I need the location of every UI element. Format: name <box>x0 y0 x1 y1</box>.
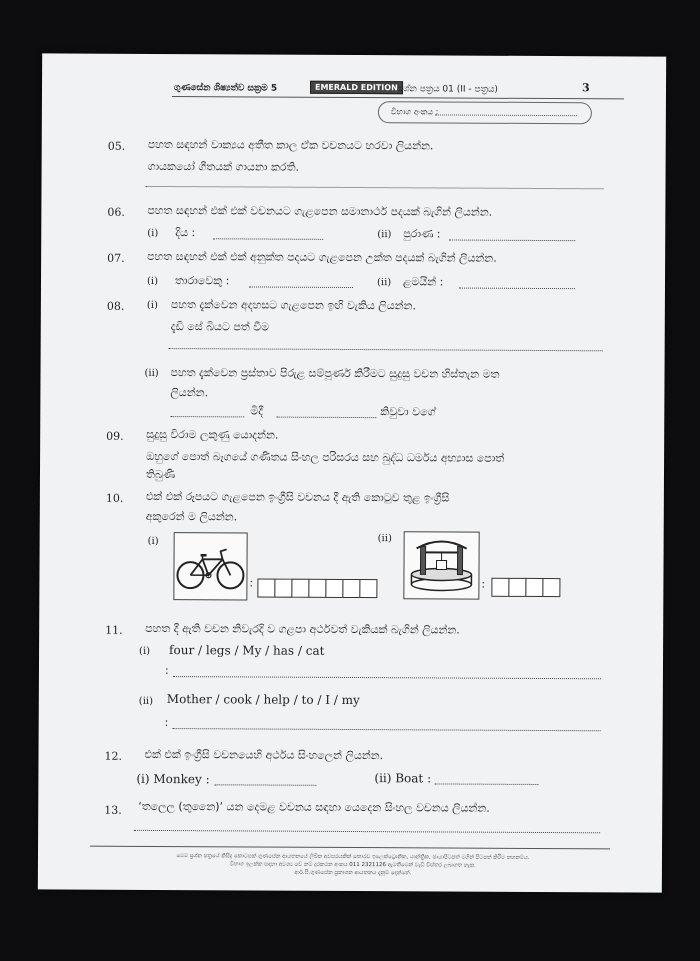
q09-number: 09. <box>106 429 124 443</box>
q11-i-label: (i) <box>139 645 151 657</box>
q10-ii-label: (ii) <box>377 533 392 545</box>
q06-i-label: (i) <box>147 227 159 239</box>
letter-box[interactable] <box>325 579 343 598</box>
q10-i-label: (i) <box>147 535 159 547</box>
index-label: විභාග අංකය : <box>390 107 439 117</box>
q07-i-answer[interactable] <box>249 286 353 288</box>
footer-line-3: ආර්.සී.ගුණසේන ප්‍රකාශන ආයතනය දැනුම් දෙන්නේ. <box>294 869 412 877</box>
q11-text: පහත දී ඇති වචන නිවැරදි ව ගළපා අර්ථවත් වැකියක් බැගින් ලියන්න. <box>145 621 460 637</box>
q13-number: 13. <box>104 803 122 817</box>
q07-ii-label: (ii) <box>376 277 392 289</box>
letter-box[interactable] <box>308 579 326 598</box>
q07-ii-answer[interactable] <box>459 288 575 290</box>
q10-ii-colon: : <box>481 577 486 591</box>
q11-ii-answer[interactable] <box>173 728 601 731</box>
q12-text: එක් එක් ඉංග්‍රීසි වචනයෙහි අර්ථය සිංහලෙන් ලියන්න. <box>144 747 384 763</box>
q06-ii-label: (ii) <box>377 229 392 241</box>
letter-box[interactable] <box>257 579 275 598</box>
q06-text: පහත සඳහන් එක් එක් වචනයට ගැළපෙන සමානාර්ථ පදයක් බැගින් ලියන්න. <box>147 203 493 219</box>
bicycle-icon <box>174 533 246 599</box>
q08-ii-text-cont: ලියන්න. <box>170 386 209 400</box>
q10-text: එක් එක් රූපයට ගැළපෙන ඉංග්‍රීසි වචනය දී ඇති කොටුව තුළ ඉංග්‍රීසි <box>145 489 450 505</box>
footer-line-1: මෙම ප්‍රශ්න පත්‍රයේ කිසිදු කොටසක් ගුණසේන ආයතනයේ ලිඛිත අවසරයකින් තොරව ඉලෙක්ට්‍රොනික, යාන්ත්‍රික, ඡායාපිටපත් මගින් පිටපත් කිරීම තහනම්ය. <box>176 853 530 861</box>
q06-number: 06. <box>107 205 125 219</box>
index-dotline[interactable] <box>435 114 577 116</box>
q08-ii-text: පහත දැක්වෙන ප්‍රස්තාව පිරුළ සම්පූර්ණ කිරීමට සුදුසු වචන හිස්තැන මත <box>170 366 500 381</box>
q12-i-answer[interactable] <box>214 784 316 786</box>
q11-i-answer[interactable] <box>173 676 601 679</box>
school-name: ගුණසේන ශිෂ්‍යත්ව සක්‍රම 5 <box>173 83 278 94</box>
index-number-box[interactable] <box>378 101 592 124</box>
letter-box[interactable] <box>508 578 526 597</box>
page-number: 3 <box>581 81 590 95</box>
q12-ii-answer[interactable] <box>434 783 538 785</box>
q07-number: 07. <box>107 251 125 265</box>
q09-sentence: ඔහුගේ පොත් බෑගයේ ගණිතය සිංහල පරිසරය සහ බුද්ධ ධර්මය අභ්‍යාස පොත් <box>146 449 505 465</box>
q06-i-word: දිය : <box>175 226 196 240</box>
well-picture <box>403 531 479 599</box>
q12-number: 12. <box>104 749 123 763</box>
letter-box[interactable] <box>542 578 560 597</box>
letter-box[interactable] <box>342 579 360 598</box>
q05-answer-line[interactable] <box>145 186 603 189</box>
q08-ii-blank-2[interactable] <box>276 417 376 419</box>
q07-text: පහත සඳහන් එක් එක් අනුක්ත පදයට ගැළපෙන උක්ත පදයක් බැගින් ලියන්න. <box>147 249 497 265</box>
q08-ii-mid: මිදී <box>250 404 264 418</box>
q05-sentence: ගායකයෝ ගීතයක් ගායනා කරති. <box>147 159 300 174</box>
letter-box[interactable] <box>274 579 292 598</box>
q08-ii-blank-1[interactable] <box>170 416 244 417</box>
q08-i-phrase: දැඩි සේ බියට පත් වීම <box>170 320 270 334</box>
q11-ii-colon: : <box>164 716 169 730</box>
footer-line-2: විභාග ඉලක්ක සඳහා අවශ්‍ය වේ නම් දුරකථන අංකය 011 2321126 ඇමතීමෙන් වැඩි විස්තර ලබාගත හැක. <box>230 861 476 869</box>
letter-box[interactable] <box>525 578 543 597</box>
q10-i-letter-boxes[interactable] <box>257 579 376 599</box>
q07-ii-word: ළමයින් : <box>402 275 444 289</box>
q06-i-answer[interactable] <box>213 238 323 240</box>
paper-number: ප්‍රශ්න පත්‍රය 01 (II - පත්‍රය) <box>396 84 498 95</box>
q08-number: 08. <box>106 299 125 313</box>
copyright-footer <box>98 852 608 879</box>
q10-number: 10. <box>105 491 124 505</box>
q06-ii-answer[interactable] <box>449 240 575 242</box>
exam-paper <box>38 53 666 892</box>
q11-number: 11. <box>105 623 123 637</box>
letter-box[interactable] <box>491 578 509 597</box>
q08-ii-label: (ii) <box>144 367 159 379</box>
header-rule <box>172 96 624 99</box>
q07-i-word: තාරාවෙකු : <box>174 274 230 288</box>
q08-i-answer[interactable] <box>169 348 603 351</box>
q05-number: 05. <box>107 139 126 153</box>
q11-ii-label: (ii) <box>138 695 154 707</box>
q08-i-label: (i) <box>146 299 158 311</box>
q08-ii-end: කිවුවා වගේ <box>380 405 436 419</box>
letter-box[interactable] <box>291 579 309 598</box>
q09-text: සුදුසු විරාම ලකුණු යොදන්න. <box>146 427 279 442</box>
letter-box[interactable] <box>359 579 377 598</box>
q13-text: ‘තලෙල (තුනෛ)’ යන දෙමළ වචනය සඳහා යෙදෙන සිංහල වචනය ලියන්න. <box>138 799 490 815</box>
q13-answer-line[interactable] <box>134 830 600 833</box>
q06-ii-word: පුරාණ : <box>403 227 441 241</box>
q12-ii-text: (ii) Boat : <box>374 771 432 786</box>
q11-i-colon: : <box>164 664 169 678</box>
q10-i-colon: : <box>249 576 254 590</box>
q10-text-cont: අකුරෙන් ම ලියන්න. <box>145 509 238 524</box>
q07-i-label: (i) <box>146 275 159 287</box>
edition-badge: EMERALD EDITION <box>310 81 403 94</box>
q11-i-words: four / legs / My / has / cat <box>169 643 325 658</box>
q11-ii-words: Mother / cook / help / to / I / my <box>166 692 360 708</box>
q12-i-text: (i) Monkey : <box>136 771 210 787</box>
q10-ii-letter-boxes[interactable] <box>491 578 559 597</box>
well-icon <box>404 532 478 598</box>
bicycle-picture <box>173 532 247 600</box>
q08-i-text: පහත දැක්වෙන අදහසට ගැළපෙන ඉඟි වැකිය ලියන්න. <box>170 298 417 313</box>
page-header <box>42 73 666 100</box>
footer-rule <box>90 846 610 850</box>
q05-text: පහත සඳහන් වාක්‍යය අතීත කාල ඒක වචනයට හරවා ලියන්න. <box>147 137 434 153</box>
q09-sentence-cont: තිබුණි <box>145 467 176 482</box>
